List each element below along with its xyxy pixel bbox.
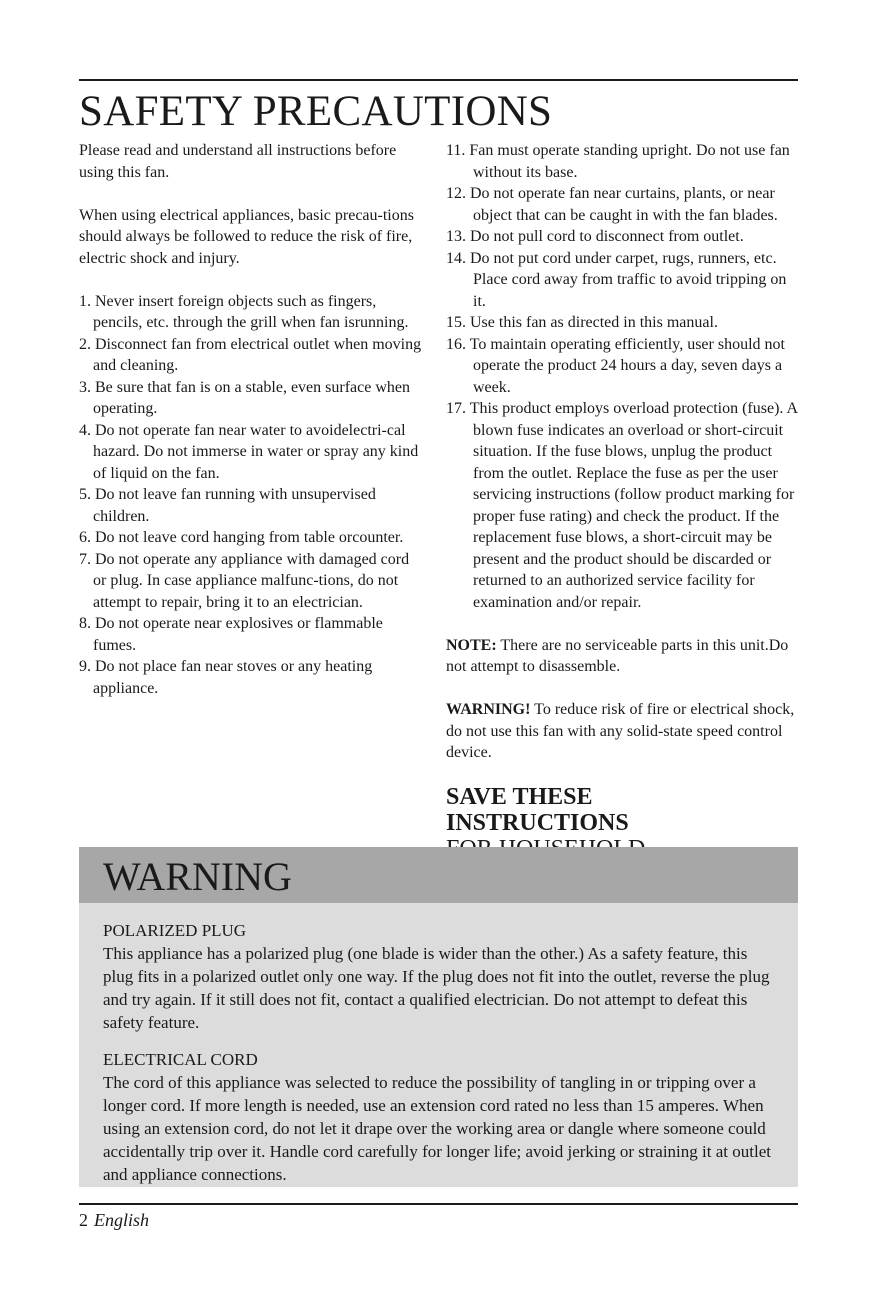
list-item — [79, 656, 424, 699]
note-label: NOTE: — [446, 636, 497, 654]
item-number: 1. — [79, 292, 91, 310]
precautions-list-left — [79, 291, 424, 700]
item-number: 12. — [446, 185, 466, 202]
item-number: 7. — [79, 550, 91, 568]
item-text: This product employs overload protection (fuse). A blown fuse indicates an overload or short-circuit situation. If the fuse blows, unplug the product from the outlet. Replace the fuse as per the user servicing instructions (follow product marking for proper fuse rating) and check the product. If the replacement fuse blows, a short-circuit may be present and the product should be discarded or returned to an authorized service facility for examination and/or repair. — [469, 400, 798, 611]
item-number: 3. — [79, 378, 91, 396]
list-item — [79, 334, 424, 377]
page-footer — [79, 1208, 149, 1232]
list-item — [79, 377, 424, 420]
note-paragraph — [446, 635, 798, 678]
item-text: Never insert foreign objects such as fingers, pencils, etc. through the grill when fan isrunning. — [93, 292, 409, 331]
item-number: 17. — [446, 400, 466, 417]
warning-body — [79, 903, 798, 1186]
language-label: English — [94, 1210, 150, 1230]
item-text: Use this fan as directed in this manual. — [470, 314, 718, 331]
list-item — [446, 334, 798, 399]
save-line: SAVE THESE — [446, 784, 593, 810]
list-item — [446, 248, 798, 313]
warning-box — [79, 847, 798, 1187]
warning-header: WARNING — [79, 847, 798, 903]
page-title: SAFETY PRECAUTIONS — [79, 88, 553, 135]
section-text: The cord of this appliance was selected to reduce the possibility of tangling in or tripping over a longer cord. If more length is needed, use an extension cord rated no less than 15 amperes. When using an extension cord, do not let it drape over the working area or dangle where someone could accidentally trip over it. Handle cord carefully for longer life; avoid jerking or straining it at outlet and appliance connections. — [103, 1073, 771, 1184]
list-item — [79, 420, 424, 485]
intro-paragraph: Please read and understand all instructions before using this fan. — [79, 142, 397, 181]
list-item — [446, 226, 798, 248]
item-text: Do not place fan near stoves or any heating appliance. — [93, 658, 373, 697]
item-text: Fan must operate standing upright. Do not use fan without its base. — [469, 142, 790, 181]
bottom-rule — [79, 1203, 798, 1205]
item-text: Do not operate fan near water to avoidelectri-cal hazard. Do not immerse in water or spray any kind of liquid on the fan. — [93, 421, 419, 482]
list-item — [446, 312, 798, 334]
note-text: There are no serviceable parts in this unit.Do not attempt to disassemble. — [446, 636, 789, 675]
warning-section — [103, 1048, 774, 1186]
list-item — [446, 140, 798, 183]
top-rule — [79, 79, 798, 81]
list-item — [79, 291, 424, 334]
item-number: 4. — [79, 421, 91, 439]
warning-section — [103, 919, 774, 1034]
page-number: 2 — [79, 1210, 88, 1230]
list-item — [79, 549, 424, 614]
section-heading: ELECTRICAL CORD — [103, 1050, 258, 1069]
left-column — [79, 140, 424, 699]
section-text: This appliance has a polarized plug (one blade is wider than the other.) As a safety feature, this plug fits in a polarized outlet only one way. If the plug does not fit into the outlet, reverse the plug and try again. If it still does not fit, contact a qualified electrician. Do not attempt to defeat this safety feature. — [103, 944, 770, 1032]
item-number: 6. — [79, 529, 91, 546]
item-number: 13. — [446, 228, 466, 245]
item-text: Do not leave cord hanging from table orcounter. — [95, 529, 404, 546]
list-item — [446, 183, 798, 226]
item-text: Do not put cord under carpet, rugs, runners, etc. Place cord away from traffic to avoid tripping on it. — [470, 249, 787, 310]
list-item — [446, 398, 798, 613]
item-number: 2. — [79, 335, 91, 353]
list-item — [79, 484, 424, 527]
item-number: 16. — [446, 335, 466, 353]
item-number: 14. — [446, 249, 466, 267]
item-number: 11. — [446, 142, 466, 159]
save-line: INSTRUCTIONS — [446, 810, 629, 836]
precautions-list-right — [446, 140, 798, 613]
list-item — [79, 613, 424, 656]
item-text: Do not operate fan near curtains, plants, or near object that can be caught in with the fan blades. — [470, 185, 778, 224]
item-text: Do not operate any appliance with damaged cord or plug. In case appliance malfunc-tions, do not attempt to repair, bring it to an electrician. — [93, 550, 410, 611]
item-text: Disconnect fan from electrical outlet when moving and cleaning. — [93, 335, 422, 374]
list-item — [79, 527, 424, 549]
warning-paragraph — [446, 699, 798, 764]
item-text: Do not leave fan running with unsupervised children. — [93, 486, 376, 525]
warning-text: To reduce risk of fire or electrical shock, do not use this fan with any solid-state speed control device. — [446, 701, 795, 761]
intro-paragraph: When using electrical appliances, basic precau-tions should always be followed to reduce the risk of fire, electric shock and injury. — [79, 206, 414, 267]
warning-label: WARNING! — [446, 701, 531, 718]
item-text: Do not pull cord to disconnect from outlet. — [470, 228, 744, 245]
item-number: 5. — [79, 486, 91, 503]
item-number: 15. — [446, 314, 466, 331]
item-text: Be sure that fan is on a stable, even surface when operating. — [93, 378, 410, 417]
right-column — [446, 140, 798, 888]
item-text: To maintain operating efficiently, user should not operate the product 24 hours a day, seven days a week. — [469, 335, 785, 396]
item-number: 8. — [79, 615, 91, 632]
section-heading: POLARIZED PLUG — [103, 921, 247, 940]
item-text: Do not operate near explosives or flammable fumes. — [93, 615, 383, 654]
item-number: 9. — [79, 658, 91, 675]
